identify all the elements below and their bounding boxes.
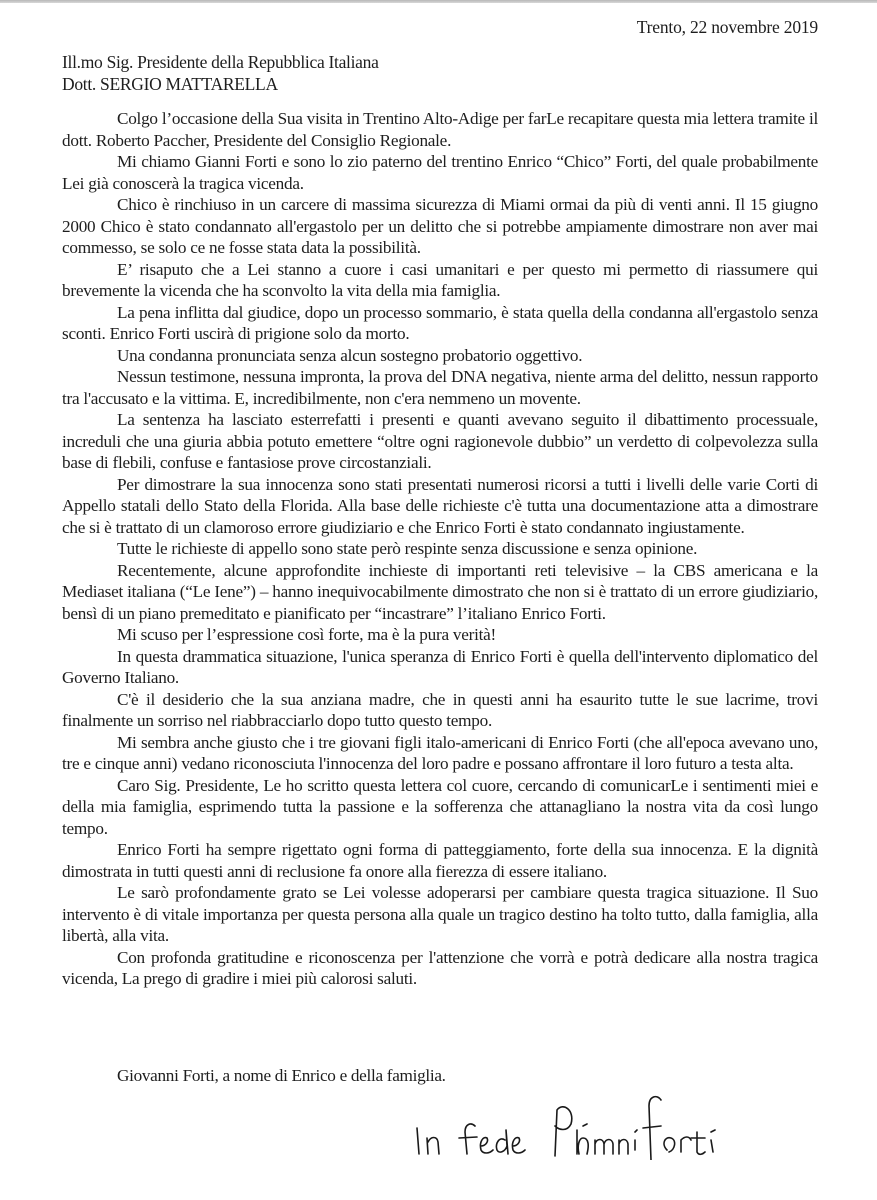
recipient-block: [62, 52, 379, 95]
letter-body: [62, 108, 818, 990]
paragraph: Enrico Forti ha sempre rigettato ogni forma di patteggiamento, forte della sua innocenza. E la dignità dimostrata in tutti questi anni di reclusione fa onore alla fierezza di essere italiano.: [62, 840, 818, 881]
paragraph: Per dimostrare la sua innocenza sono stati presentati numerosi ricorsi a tutti i livelli delle varie Corti di Appello statali dello Stato della Florida. Alla base delle richieste c'è tutta una documentazione atta a dimostrare che si è trattato di un clamoroso errore giudiziario e che Enrico Forti è stato condannato ingiustamente.: [62, 474, 818, 537]
paragraph: La sentenza ha lasciato esterrefatti i presenti e quanti avevano seguito il dibattimento processuale, increduli che una giuria abbia potuto emettere “oltre ogni ragionevole dubbio” un verdetto di colpevolezza sulla base di flebili, confuse e fantasiose prove circostanziali.: [62, 410, 818, 472]
letter-date: Trento, 22 novembre 2019: [636, 17, 818, 37]
paragraph: Mi sembra anche giusto che i tre giovani figli italo-americani di Enrico Forti (che all'epoca avevano uno, tre e cinque anni) vedano riconosciuta l'innocenza del loro padre e possano affrontare il loro futuro a testa alta.: [62, 732, 818, 773]
paragraph: Mi chiamo Gianni Forti e sono lo zio paterno del trentino Enrico “Chico” Forti, del quale probabilmente Lei già conoscerà la tragica vicenda.: [62, 152, 818, 193]
paragraph: Con profonda gratitudine e riconoscenza per l'attenzione che vorrà e potrà dedicare alla nostra tragica vicenda, La prego di gradire i miei più calorosi saluti.: [62, 947, 818, 988]
paragraph: Le sarò profondamente grato se Lei volesse adoperarsi per cambiare questa tragica situazione. Il Suo intervento è di vitale importanza per questa persona alla quale un tragico destino ha tolto tutto, dalla famiglia, alla libertà, alla vita.: [62, 883, 818, 945]
paragraph: Colgo l’occasione della Sua visita in Trentino Alto-Adige per farLe recapitare questa mia lettera tramite il dott. Roberto Paccher, Presidente del Consiglio Regionale.: [62, 109, 818, 150]
paragraph: Caro Sig. Presidente, Le ho scritto questa lettera col cuore, cercando di comunicarLe i sentimenti miei e della mia famiglia, esprimendo tutta la passione e la sofferenza che attanagliano la nostra vita da così lungo tempo.: [62, 775, 818, 838]
recipient-title: Ill.mo Sig. Presidente della Repubblica Italiana: [62, 52, 379, 72]
page-top-edge: [0, 0, 877, 3]
paragraph: Nessun testimone, nessuna impronta, la prova del DNA negativa, niente arma del delitto, nessun rapporto tra l'accusato e la vittima. E, incredibilmente, non c'era nemmeno un movente.: [62, 367, 818, 408]
paragraph: Tutte le richieste di appello sono state però respinte senza discussione e senza opinione.: [117, 539, 698, 558]
paragraph: E’ risaputo che a Lei stanno a cuore i casi umanitari e per questo mi permetto di riassumere qui brevemente la vicenda che ha sconvolto la vita della mia famiglia.: [62, 259, 818, 300]
paragraph: Mi scuso per l’espressione così forte, ma è la pura verità!: [117, 625, 496, 644]
paragraph: Una condanna pronunciata senza alcun sostegno probatorio oggettivo.: [117, 345, 583, 365]
paragraph: Chico è rinchiuso in un carcere di massima sicurezza di Miami ormai da più di venti anni. Il 15 giugno 2000 Chico è stato condannato all'ergastolo per un delitto che si potrebbe ampiamente dimostrare non aver mai commesso, se solo ce ne fosse stata data la possibilità.: [62, 195, 818, 257]
paragraph: La pena inflitta dal giudice, dopo un processo sommario, è stata quella della condanna all'ergastolo senza sconti. Enrico Forti uscirà di prigione solo da morto.: [62, 302, 818, 343]
paragraph: C'è il desiderio che la sua anziana madre, che in questi anni ha esaurito tutte le sue lacrime, trovi finalmente un sorriso nel riabbracciarlo dopo tutto questo tempo.: [62, 689, 818, 730]
handwritten-signature: [405, 1080, 735, 1160]
paragraph: In questa drammatica situazione, l'unica speranza di Enrico Forti è quella dell'intervento diplomatico del Governo Italiano.: [62, 646, 818, 687]
paragraph: Recentemente, alcune approfondite inchieste di importanti reti televisive – la CBS americana e la Mediaset italiana (“Le Iene”) – hanno inequivocabilmente dimostrato che non si è trattato di un errore giudiziario, bensì di un piano premeditato e pianificato per “incastrare” l’italiano Enrico Forti.: [62, 560, 818, 623]
recipient-name: Dott. SERGIO MATTARELLA: [62, 73, 278, 94]
closing-line: Giovanni Forti, a nome di Enrico e della famiglia.: [117, 1066, 446, 1085]
